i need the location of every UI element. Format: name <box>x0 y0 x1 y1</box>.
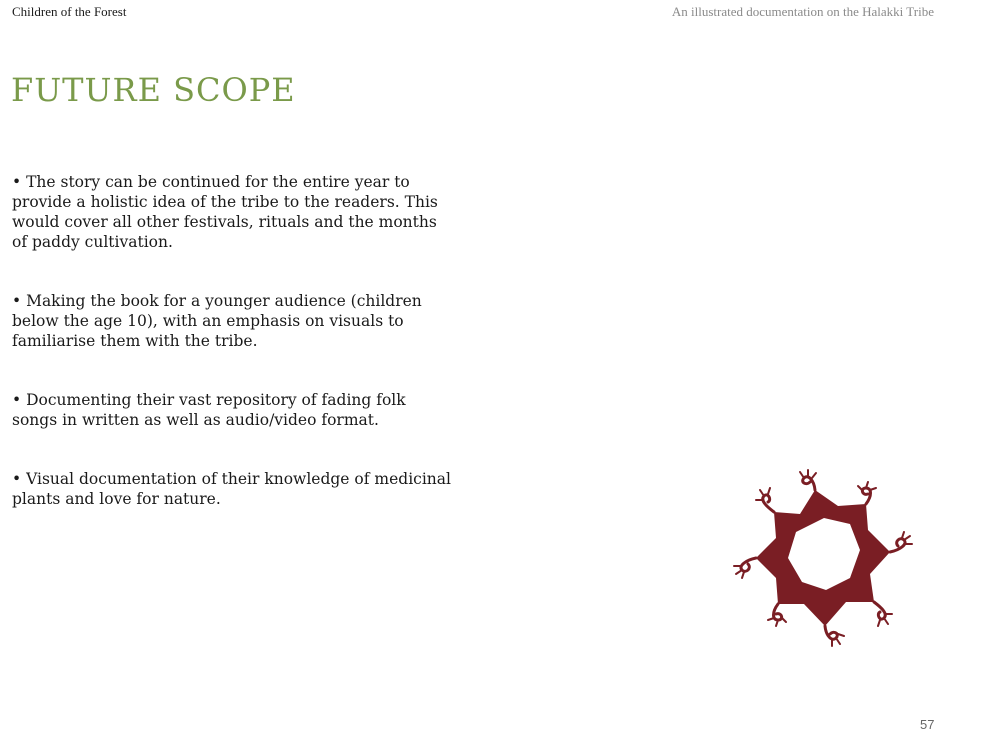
page-number: 57 <box>920 717 935 732</box>
list-item: • Making the book for a younger audience (children below the age 10), with an emphasis on visuals to familiarise them with the tribe. <box>12 292 422 350</box>
list-item: • Visual documentation of their knowledge of medicinal plants and love for nature. <box>12 470 451 508</box>
list-item: • Documenting their vast repository of fading folk songs in written as well as audio/video format. <box>12 391 406 429</box>
tribal-star-motif-icon <box>718 448 948 668</box>
page-title: FUTURE SCOPE <box>11 71 296 109</box>
book-subtitle: An illustrated documentation on the Halakki Tribe <box>671 4 934 19</box>
future-scope-list <box>12 172 452 509</box>
book-title: Children of the Forest <box>12 4 127 19</box>
list-item: • The story can be continued for the entire year to provide a holistic idea of the tribe to the readers. This would cover all other festivals, rituals and the months of paddy cultivation. <box>12 173 438 251</box>
